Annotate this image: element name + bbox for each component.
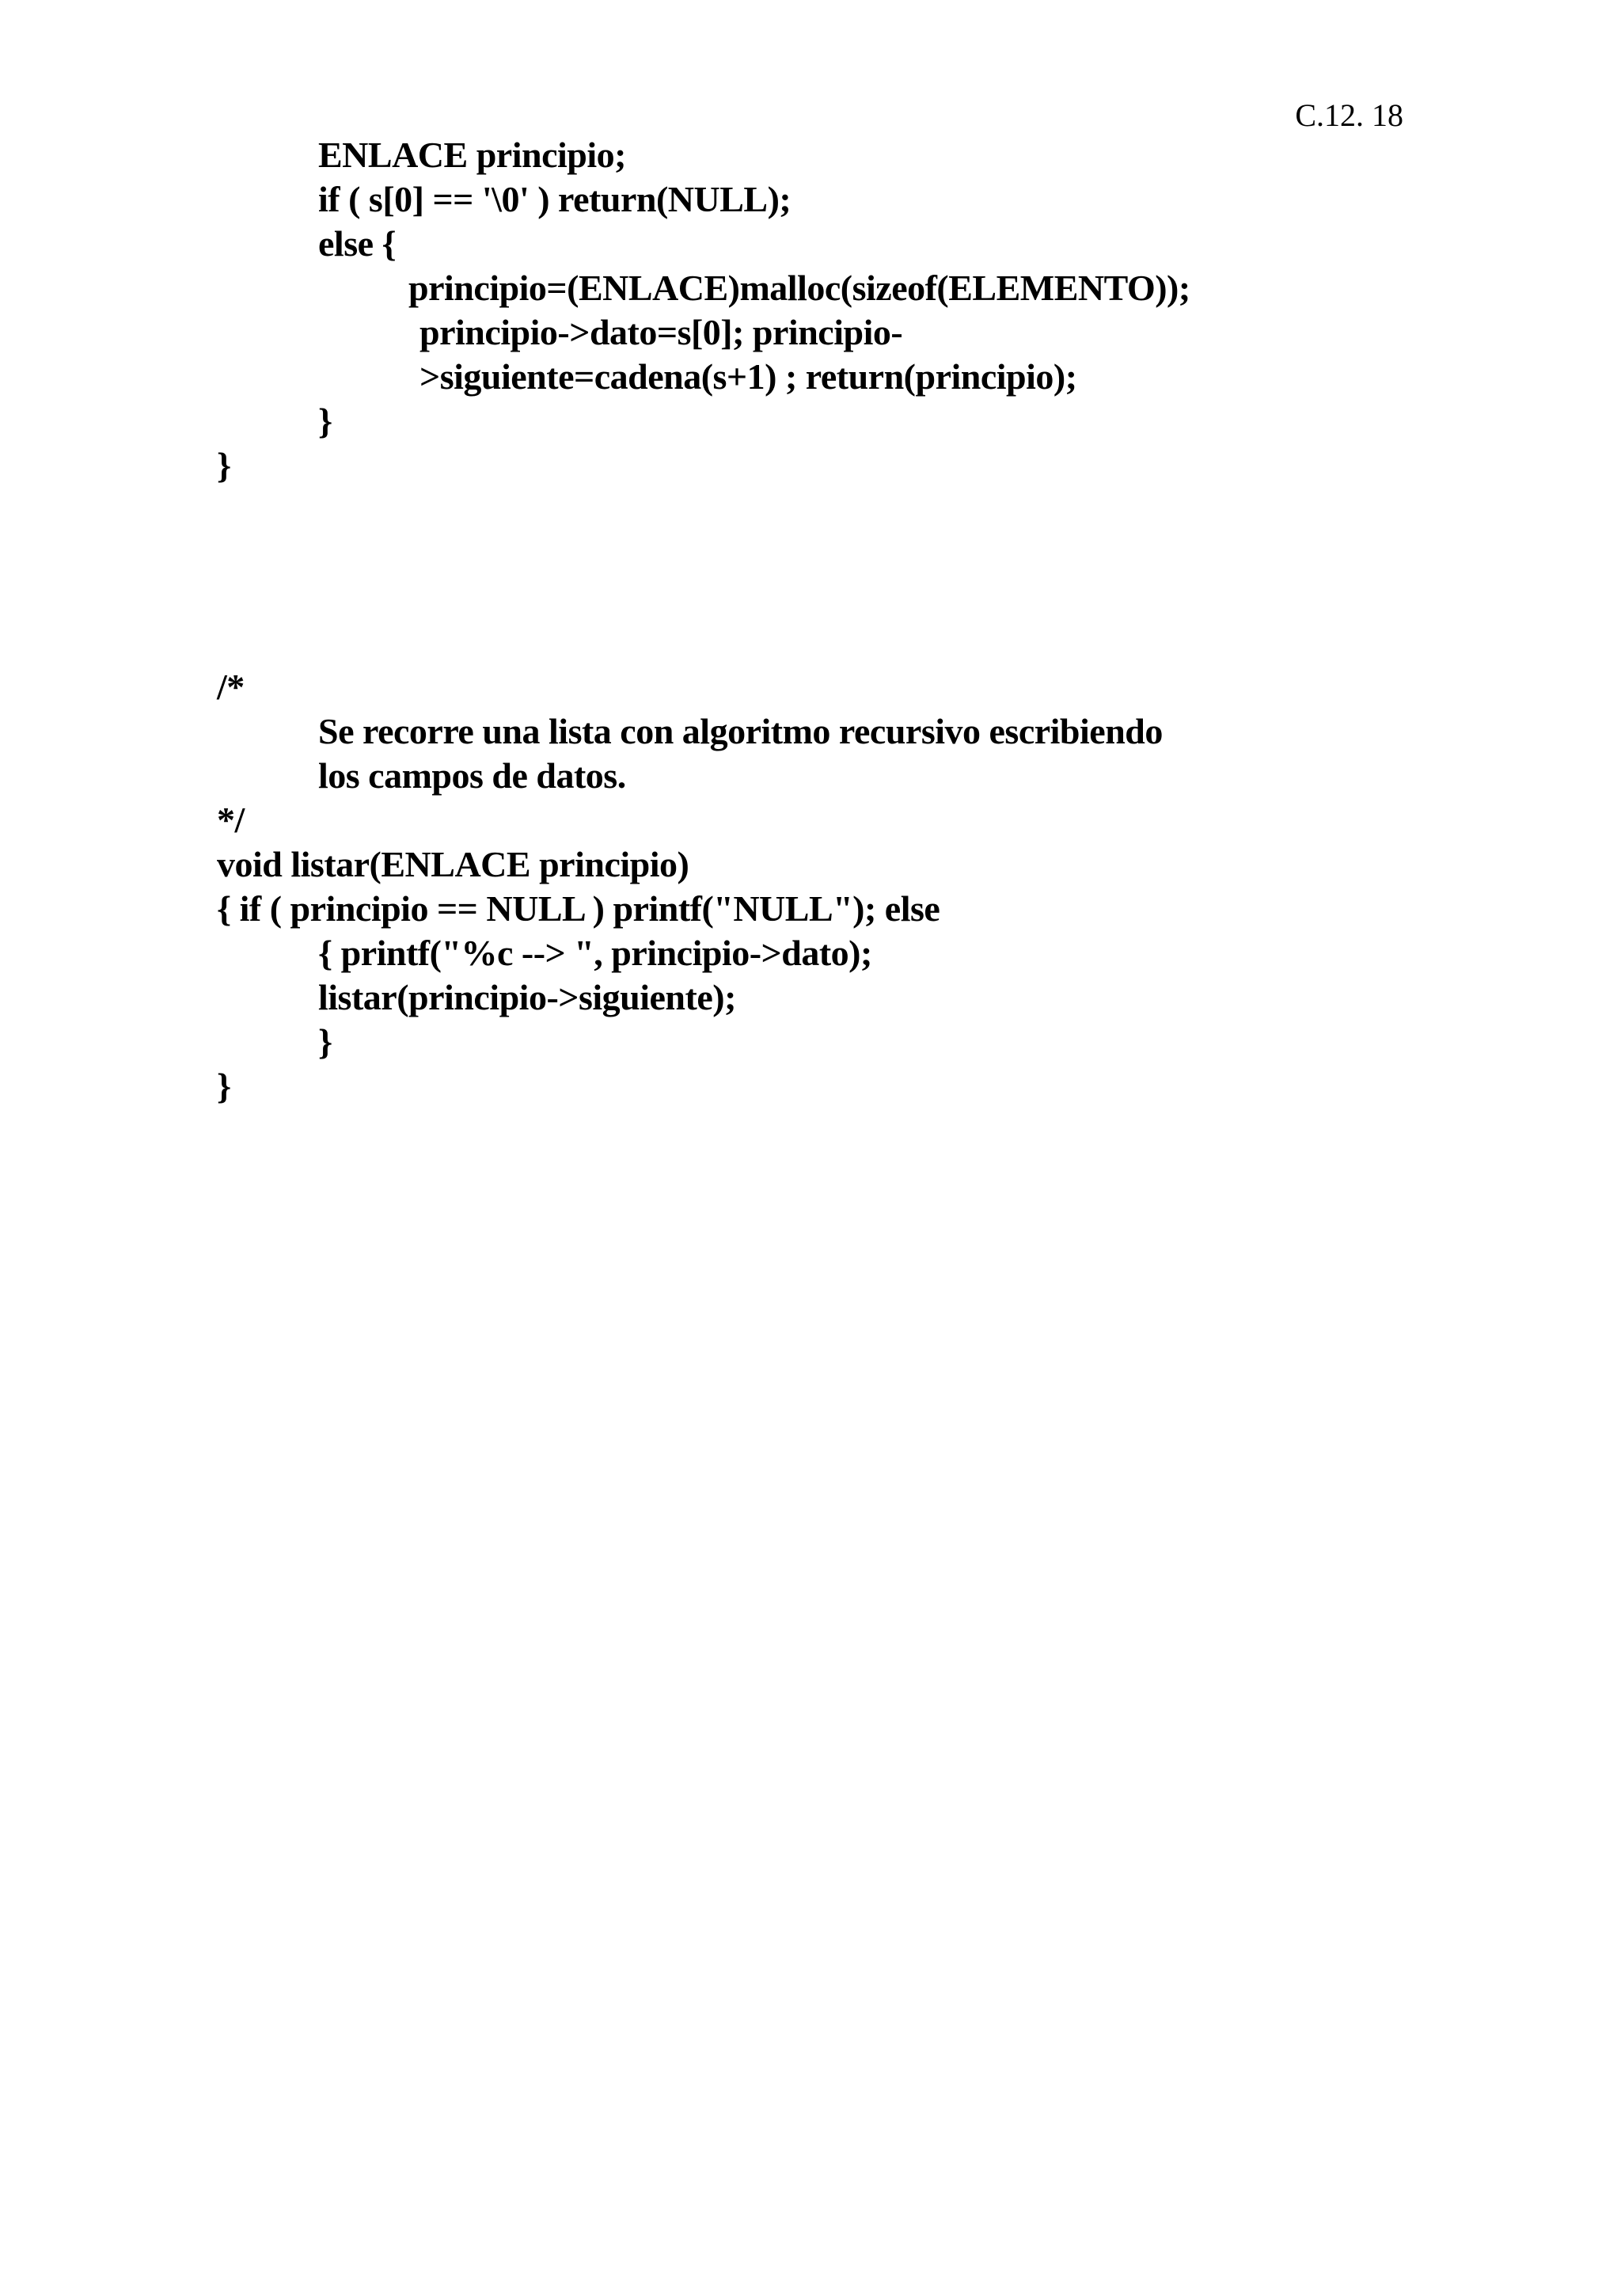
code-line: } bbox=[217, 445, 231, 485]
code-line: principio->dato=s[0]; principio- bbox=[419, 312, 903, 352]
code-line: { printf("%c --> ", principio->dato); bbox=[318, 933, 872, 973]
code-comment-close: */ bbox=[217, 800, 245, 840]
code-line: void listar(ENLACE principio) bbox=[217, 844, 689, 884]
code-line: else { bbox=[318, 223, 397, 264]
code-comment-text: Se recorre una lista con algoritmo recursivo escribiendo bbox=[318, 711, 1163, 751]
code-line: ENLACE principio; bbox=[318, 135, 626, 175]
code-line: } bbox=[318, 401, 332, 441]
code-comment-text: los campos de datos. bbox=[318, 755, 626, 796]
code-line: { if ( principio == NULL ) printf("NULL"); else bbox=[217, 888, 940, 929]
code-line: >siguiente=cadena(s+1) ; return(principio); bbox=[419, 356, 1077, 397]
code-line: } bbox=[318, 1021, 332, 1062]
code-line: listar(principio->siguiente); bbox=[318, 977, 736, 1017]
code-line: if ( s[0] == '\0' ) return(NULL); bbox=[318, 179, 792, 219]
page-number: C.12. 18 bbox=[1295, 97, 1403, 133]
code-line: } bbox=[217, 1066, 231, 1106]
code-line: principio=(ENLACE)malloc(sizeof(ELEMENTO)); bbox=[408, 268, 1190, 308]
code-comment-open: /* bbox=[217, 667, 245, 707]
